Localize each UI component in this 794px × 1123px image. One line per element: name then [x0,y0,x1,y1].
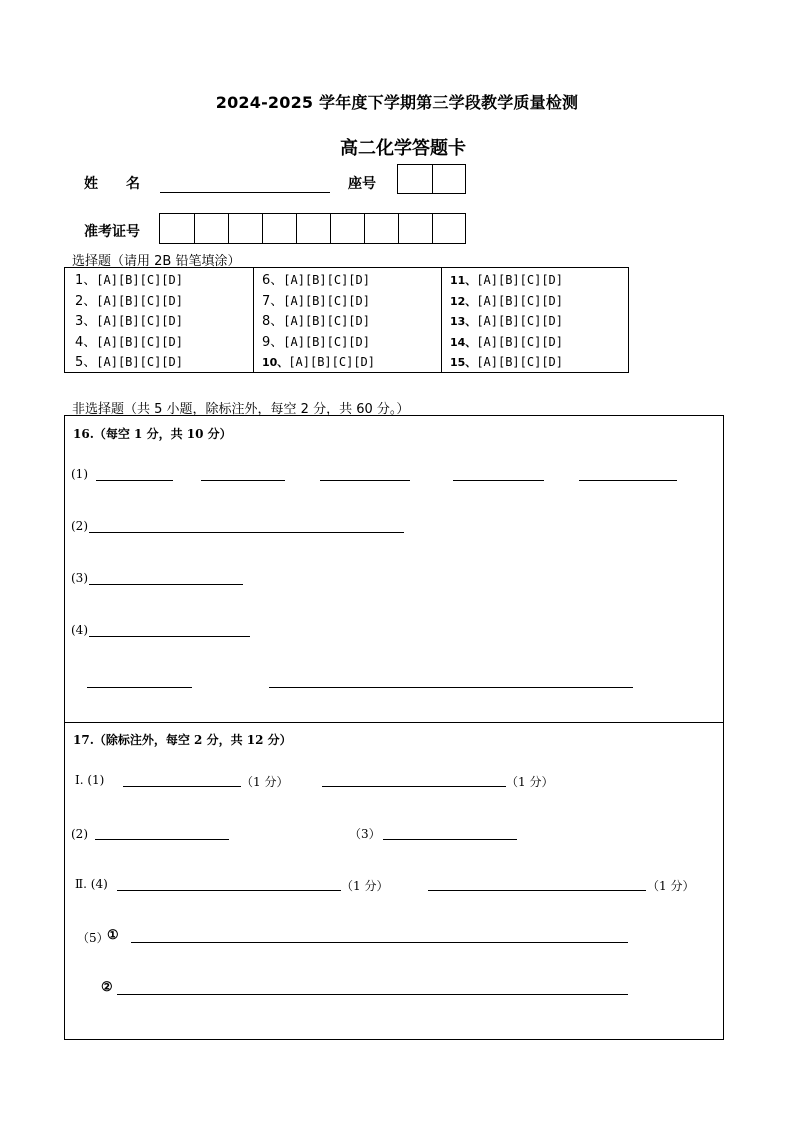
q16-1-blank[interactable] [579,480,677,481]
q17-part-5-label: （5） [77,931,109,945]
q17-4-point-note: （1 分） [647,879,695,893]
q16-1-blank[interactable] [96,480,173,481]
mc-row[interactable]: 3、[A][B][C][D] [75,314,183,330]
q17-4-blank[interactable] [117,890,341,891]
mc-row[interactable]: 10、[A][B][C][D] [262,355,376,370]
id-box-divider [398,214,399,243]
non-mc-heading: 非选择题（共 5 小题，除标注外，每空 2 分，共 60 分。） [72,402,410,417]
circled-one-marker: ① [107,928,119,943]
id-box-divider [296,214,297,243]
q17-part-II-4-label: Ⅱ. (4) [75,877,108,891]
q17-2-blank[interactable] [95,839,229,840]
q16-part-4-label: (4) [71,623,88,637]
mc-column-1 [65,268,253,372]
mc-row[interactable]: 15、[A][B][C][D] [450,355,564,370]
q17-1-blank[interactable] [322,786,506,787]
q16-1-blank[interactable] [453,480,544,481]
mc-row[interactable]: 6、[A][B][C][D] [262,273,370,288]
mc-row[interactable]: 2、[A][B][C][D] [75,293,183,309]
mc-heading: 选择题（请用 2B 铅笔填涂） [72,254,241,269]
name-field[interactable] [160,192,330,193]
q17-3-blank[interactable] [383,839,517,840]
mc-row[interactable]: 5、[A][B][C][D] [75,355,183,371]
q17-part-I-1-label: Ⅰ. (1) [75,773,105,787]
q17-1-point-note: （1 分） [241,775,289,789]
mc-row[interactable]: 12、[A][B][C][D] [450,293,564,308]
mc-row[interactable]: 13、[A][B][C][D] [450,314,564,329]
q16-part-1-label: (1) [71,467,88,481]
mc-column-2 [253,268,441,372]
q16-1-blank[interactable] [201,480,285,481]
q16-part-2-label: (2) [71,519,88,533]
seat-box-divider [432,165,433,193]
exam-id-boxes[interactable] [159,213,466,244]
q16-title: 16.（每空 1 分，共 10 分） [73,427,232,441]
mc-row[interactable]: 1、[A][B][C][D] [75,273,183,288]
circled-two-marker: ② [101,980,113,995]
q17-1-blank[interactable] [123,786,241,787]
q17-part-3-label: （3） [349,827,381,841]
id-box-divider [432,214,433,243]
q16-4-blank[interactable] [87,687,192,688]
id-box-divider [262,214,263,243]
q17-part-2-label: (2) [71,827,88,841]
mc-row[interactable]: 14、[A][B][C][D] [450,334,564,349]
id-box-divider [364,214,365,243]
seat-label: 座号 [348,176,376,192]
q17-4-point-note: （1 分） [341,879,389,893]
q16-4-blank[interactable] [269,687,633,688]
question-16-box [64,415,724,723]
question-17-box [64,722,724,1040]
id-box-divider [228,214,229,243]
mc-row[interactable]: 7、[A][B][C][D] [262,293,370,309]
q16-1-blank[interactable] [320,480,410,481]
mc-row[interactable]: 11、[A][B][C][D] [450,273,564,287]
name-label: 姓 名 [84,176,140,192]
q16-3-blank[interactable] [89,584,243,585]
q17-5-2-blank[interactable] [117,994,628,995]
q17-1-point-note: （1 分） [506,775,554,789]
mc-row[interactable]: 9、[A][B][C][D] [262,334,370,350]
answer-card-title: 高二化学答题卡 [340,138,466,159]
exam-title: 2024-2025 学年度下学期第三学段教学质量检测 [215,93,579,112]
id-box-divider [330,214,331,243]
q17-4-blank[interactable] [428,890,646,891]
q17-title: 17.（除标注外，每空 2 分，共 12 分） [73,733,292,747]
q16-2-blank[interactable] [89,532,404,533]
mc-answer-table [64,267,629,373]
mc-column-3 [441,268,629,372]
mc-row[interactable]: 4、[A][B][C][D] [75,334,183,350]
q16-4-blank[interactable] [89,636,250,637]
id-box-divider [194,214,195,243]
q16-part-3-label: (3) [71,571,88,585]
mc-row[interactable]: 8、[A][B][C][D] [262,314,370,330]
exam-id-label: 准考证号 [84,224,140,240]
seat-number-boxes[interactable] [397,164,466,194]
q17-5-1-blank[interactable] [131,942,628,943]
